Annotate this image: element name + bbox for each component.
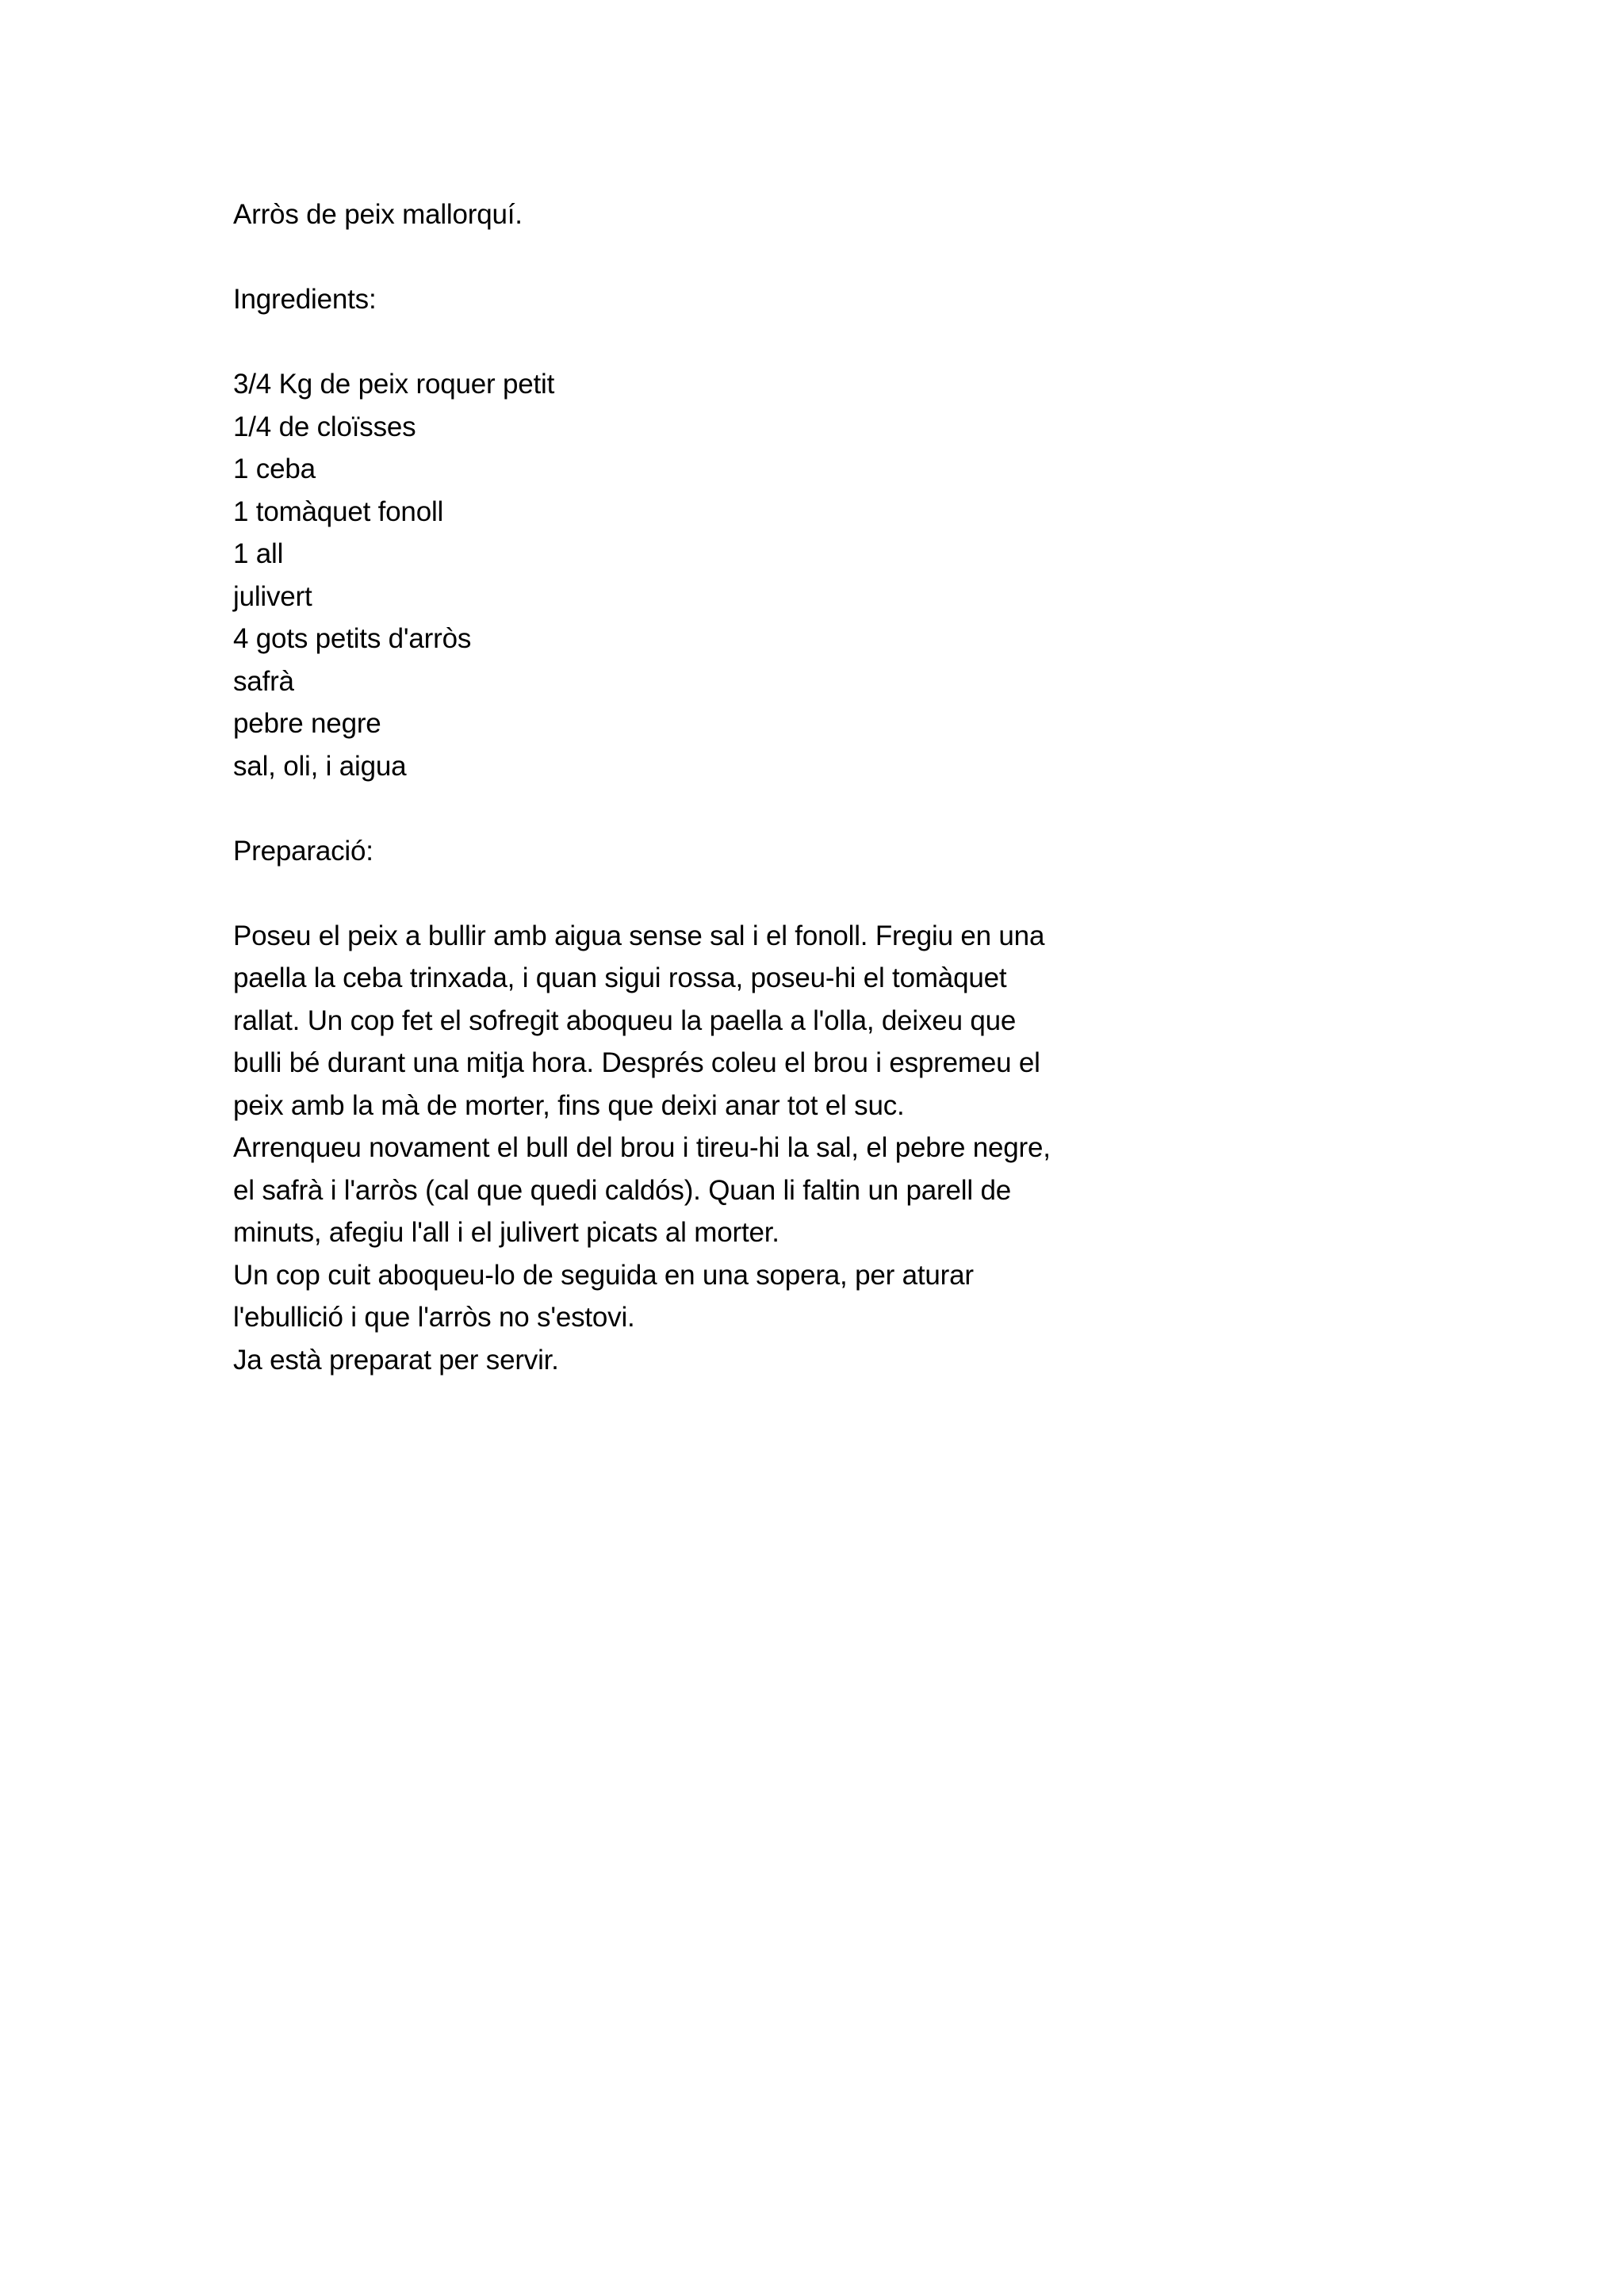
ingredients-list	[233, 363, 1359, 787]
spacer	[233, 321, 1359, 364]
preparation-line: Poseu el peix a bullir amb aigua sense sal i el fonoll. Fregiu en una	[233, 920, 1045, 951]
preparation-line: minuts, afegiu l'all i el julivert picats al morter.	[233, 1217, 779, 1248]
ingredient-item: sal, oli, i aigua	[233, 750, 407, 782]
ingredient-item: 4 gots petits d'arròs	[233, 623, 472, 654]
preparation-text	[233, 915, 1359, 1382]
preparation-line: rallat. Un cop fet el sofregit aboqueu la paella a l'olla, deixeu que	[233, 1004, 1017, 1036]
spacer	[233, 236, 1359, 279]
ingredients-heading: Ingredients:	[233, 284, 377, 315]
recipe-title: Arròs de peix mallorquí.	[233, 199, 523, 230]
preparation-line: Ja està preparat per servir.	[233, 1344, 559, 1376]
preparation-line: paella la ceba trinxada, i quan sigui rossa, poseu-hi el tomàquet	[233, 962, 1007, 993]
ingredient-item: julivert	[233, 580, 312, 612]
preparation-line: peix amb la mà de morter, fins que deixi anar tot el suc.	[233, 1089, 905, 1121]
spacer	[233, 872, 1359, 915]
ingredient-item: 3/4 Kg de peix roquer petit	[233, 369, 555, 400]
preparation-heading: Preparació:	[233, 835, 373, 867]
ingredient-item: 1 tomàquet fonoll	[233, 496, 444, 527]
preparation-line: el safrà i l'arròs (cal que quedi caldós). Quan li faltin un parell de	[233, 1174, 1011, 1206]
ingredient-item: 1 all	[233, 538, 284, 569]
preparation-line: l'ebullició i que l'arròs no s'estovi.	[233, 1302, 635, 1333]
ingredient-item: 1/4 de cloïsses	[233, 411, 416, 442]
preparation-line: Un cop cuit aboqueu-lo de seguida en una sopera, per aturar	[233, 1259, 974, 1291]
ingredient-item: 1 ceba	[233, 453, 316, 484]
ingredient-item: safrà	[233, 665, 294, 697]
spacer	[233, 787, 1359, 830]
preparation-line: bulli bé durant una mitja hora. Després coleu el brou i espremeu el	[233, 1047, 1040, 1078]
recipe-content	[233, 193, 1359, 1381]
preparation-line: Arrenqueu novament el bull del brou i tireu-hi la sal, el pebre negre,	[233, 1132, 1051, 1163]
ingredient-item: pebre negre	[233, 708, 381, 739]
